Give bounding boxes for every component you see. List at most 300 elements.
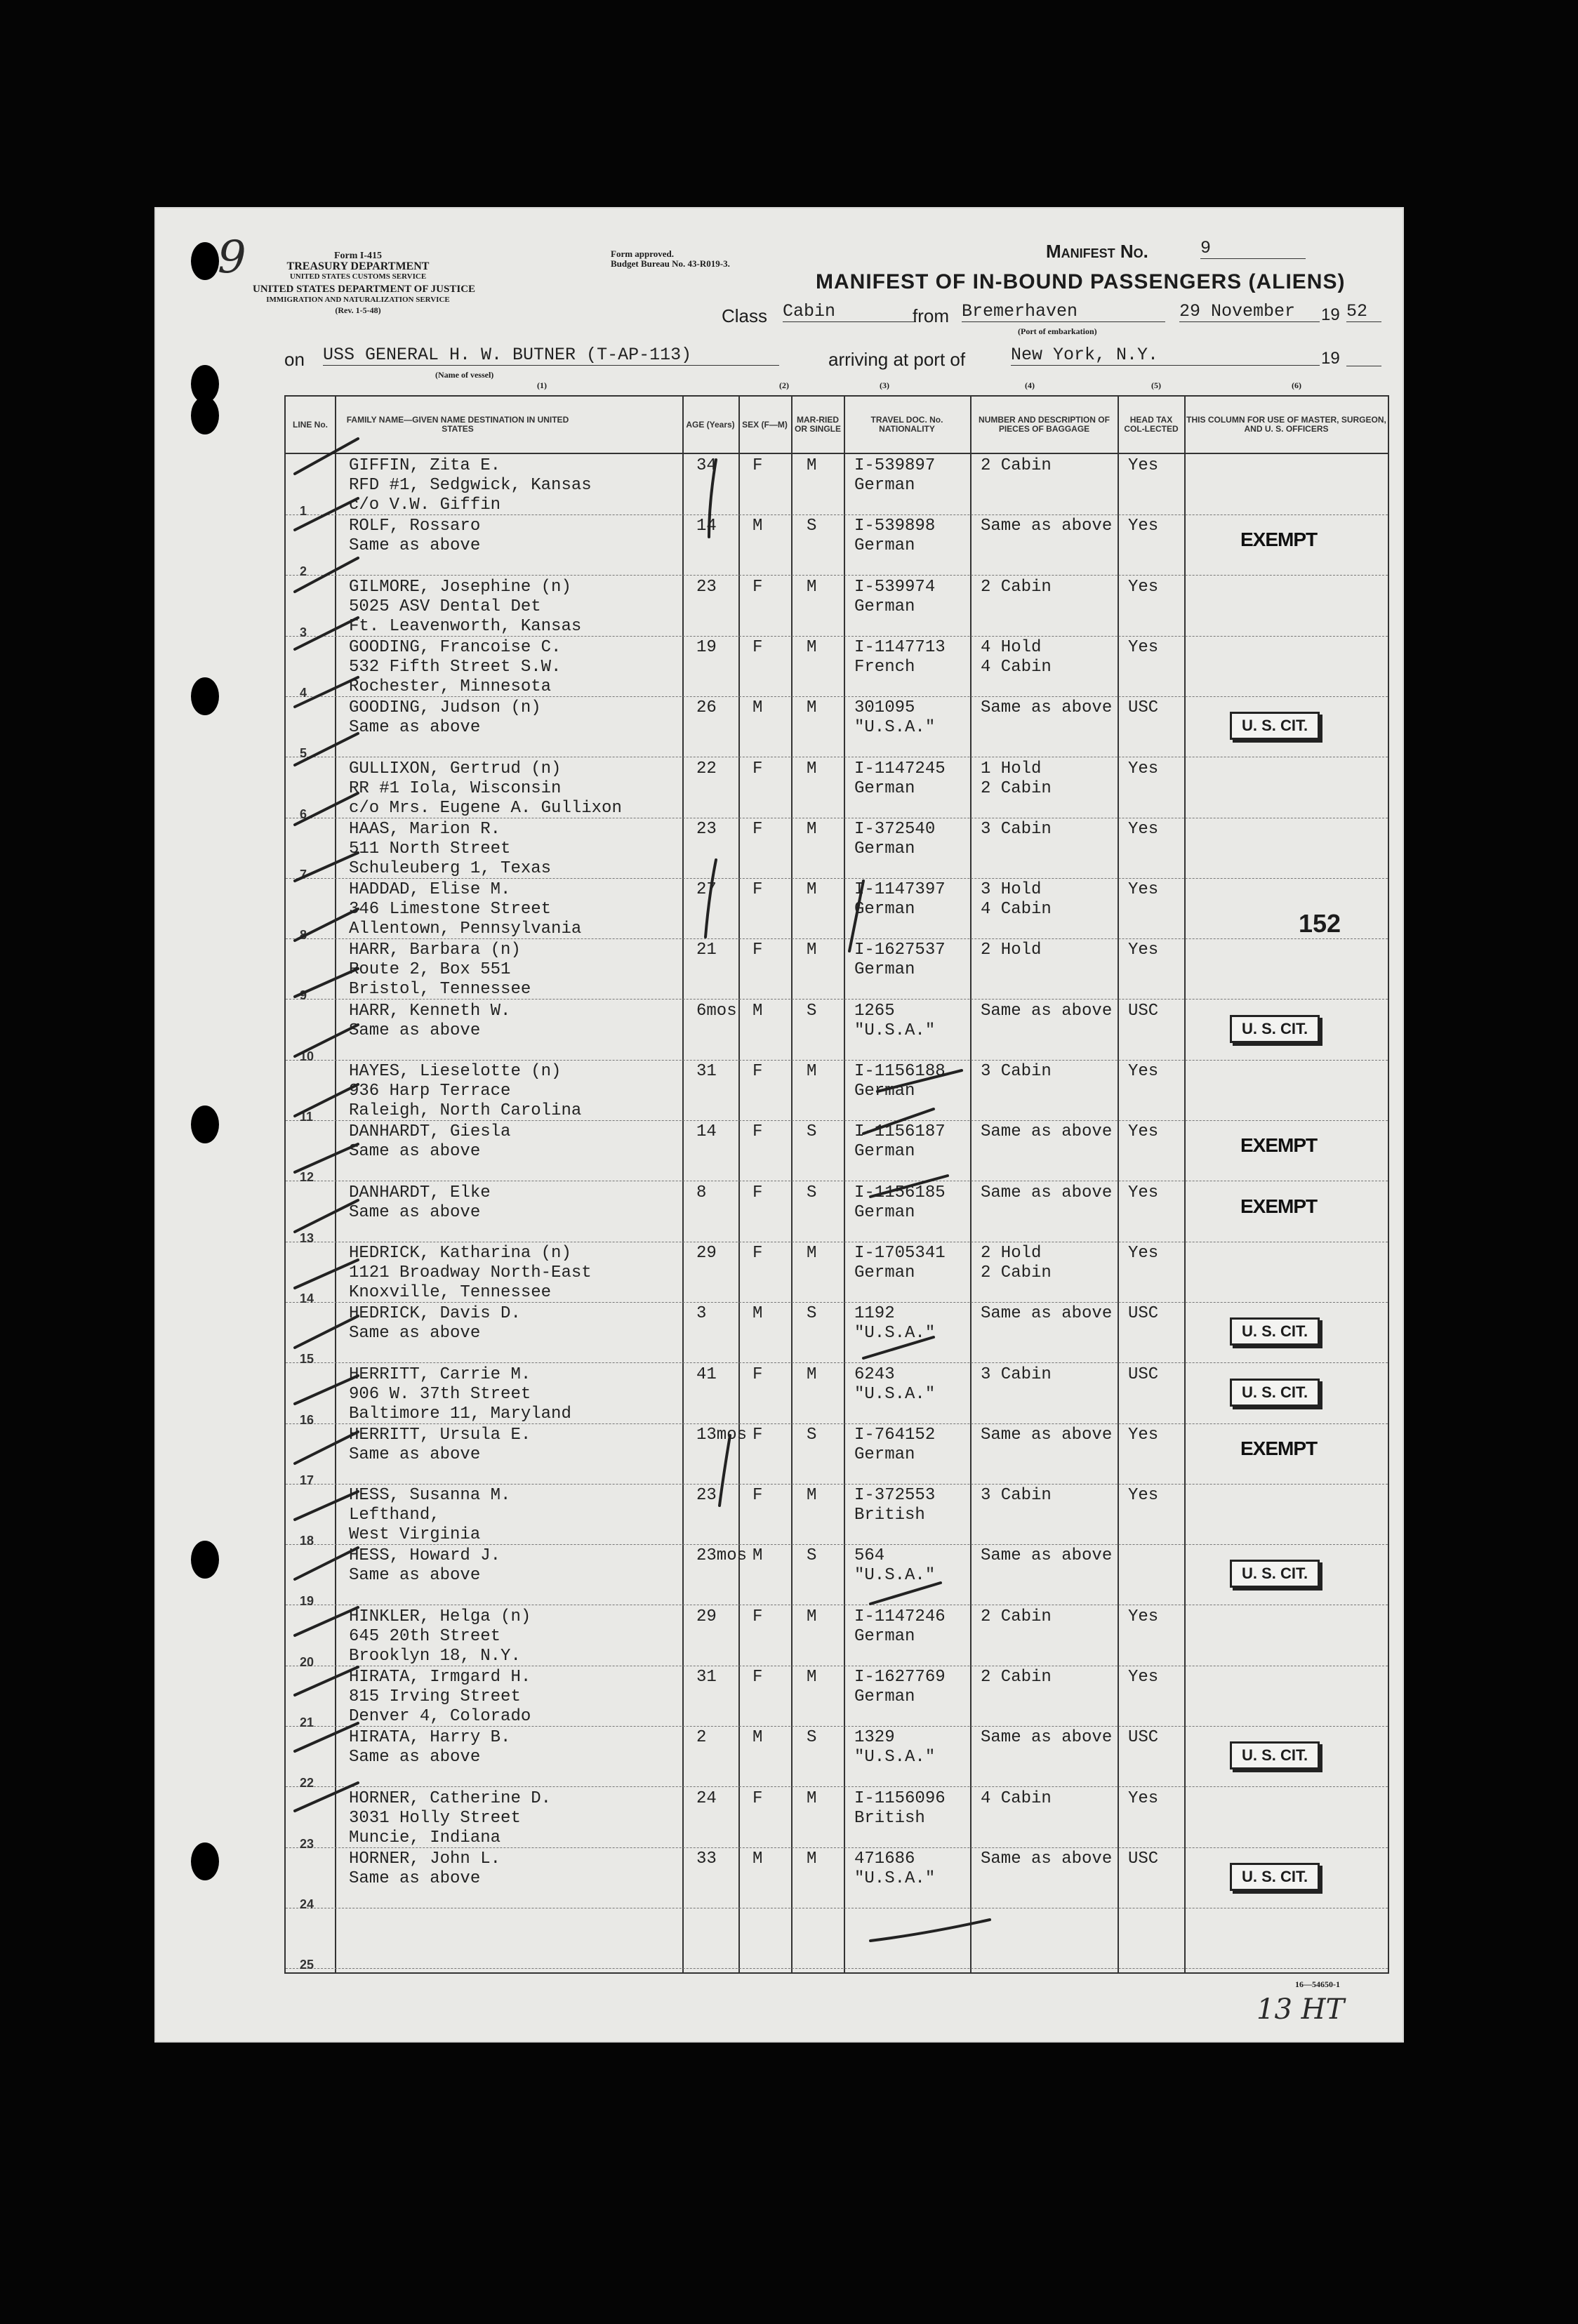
head-tax: Yes: [1128, 1062, 1159, 1081]
colnum-1: (1): [537, 380, 547, 390]
colnum-3: (3): [880, 380, 889, 390]
passenger-name: GILMORE, Josephine (n): [349, 577, 571, 597]
marital-status: M: [807, 880, 817, 900]
travel-doc-number: 1192: [854, 1304, 895, 1324]
marital-status: M: [807, 456, 817, 475]
manifest-title: MANIFEST OF IN-BOUND PASSENGERS (ALIENS): [816, 270, 1346, 293]
head-tax: USC: [1128, 1304, 1159, 1324]
head-tax: Yes: [1128, 637, 1159, 657]
age: 31: [696, 1062, 717, 1081]
baggage: Same as above: [981, 1001, 1113, 1021]
head-tax: Yes: [1128, 819, 1159, 839]
age: 2: [696, 1728, 707, 1748]
destination-line: 5025 ASV Dental Det: [349, 597, 541, 616]
destination-line: 815 Irving Street: [349, 1687, 521, 1706]
travel-doc-number: I-1156188: [854, 1062, 946, 1081]
baggage: Same as above: [981, 1849, 1113, 1868]
sex: F: [752, 1183, 763, 1202]
destination-line: Same as above: [349, 536, 481, 556]
exempt-stamp: EXEMPT: [1240, 1437, 1318, 1459]
marital-status: M: [807, 1668, 817, 1687]
line-number: 24: [300, 1897, 314, 1911]
head-tax: USC: [1128, 1728, 1159, 1748]
nationality: German: [854, 1687, 915, 1706]
passenger-name: HIRATA, Irmgard H.: [349, 1668, 531, 1687]
passenger-name: HORNER, John L.: [349, 1849, 501, 1868]
on-label: on: [284, 349, 305, 370]
embarkation-port: Bremerhaven: [962, 301, 1165, 322]
destination-line: Same as above: [349, 1868, 481, 1888]
class-label: Class: [722, 305, 768, 326]
sex: F: [752, 1425, 763, 1445]
line-number: 21: [300, 1715, 314, 1729]
destination-line-2: Schuleuberg 1, Texas: [349, 858, 552, 878]
marital-status: M: [807, 1364, 817, 1384]
passenger-name: HAAS, Marion R.: [349, 819, 501, 839]
passenger-name: HIRATA, Harry B.: [349, 1728, 511, 1748]
marital-status: S: [807, 1425, 817, 1445]
us-citizen-stamp: U. S. CIT.: [1230, 1863, 1320, 1891]
colnum-4: (4): [1025, 380, 1035, 390]
sex: M: [752, 1546, 763, 1566]
nationality: "U.S.A.": [854, 1868, 936, 1888]
marital-status: M: [807, 819, 817, 839]
travel-doc-number: I-539974: [854, 577, 936, 597]
marital-status: S: [807, 1183, 817, 1202]
arrival-year-prefix: 19: [1321, 349, 1340, 368]
age: 14: [696, 517, 717, 536]
age: 24: [696, 1788, 717, 1808]
head-tax: Yes: [1128, 1668, 1159, 1687]
col-header-name: FAMILY NAME—GIVEN NAME DESTINATION IN UNITED STATES: [346, 415, 569, 434]
nationality: German: [854, 778, 915, 798]
head-tax: Yes: [1128, 577, 1159, 597]
marital-status: S: [807, 1728, 817, 1748]
budget-text: Budget Bureau No. 43-R019-3.: [611, 258, 730, 269]
sex: M: [752, 517, 763, 536]
baggage: Same as above: [981, 1425, 1113, 1445]
destination-line: 532 Fifth Street S.W.: [349, 657, 562, 677]
baggage: Same as above: [981, 517, 1113, 536]
nationality: "U.S.A.": [854, 1021, 936, 1040]
age: 29: [696, 1607, 717, 1626]
destination-line-2: Muncie, Indiana: [349, 1828, 501, 1847]
destination-line: Same as above: [349, 718, 481, 738]
footer-handwriting: 13 HT: [1257, 1993, 1345, 2026]
destination-line: 936 Harp Terrace: [349, 1082, 511, 1101]
passenger-name: HERRITT, Carrie M.: [349, 1364, 531, 1384]
colnum-2: (2): [779, 380, 789, 390]
destination-line: Lefthand,: [349, 1506, 440, 1525]
head-tax: Yes: [1128, 1243, 1159, 1263]
head-tax: Yes: [1128, 456, 1159, 475]
travel-doc-number: 1265: [854, 1001, 895, 1021]
passenger-name: HERRITT, Ursula E.: [349, 1425, 531, 1445]
baggage: 2 Cabin: [981, 1668, 1052, 1687]
nationality: German: [854, 1445, 915, 1464]
col-header-married: MAR-RIED OR SINGLE: [794, 415, 841, 434]
destination-line: 906 W. 37th Street: [349, 1384, 531, 1404]
sex: F: [752, 759, 763, 778]
sex: F: [752, 1122, 763, 1142]
baggage: 3 Cabin: [981, 1062, 1052, 1081]
destination-line: Same as above: [349, 1021, 481, 1040]
arrival-date: 29 November: [1179, 301, 1320, 322]
baggage: Same as above: [981, 1546, 1113, 1566]
travel-doc-number: I-764152: [854, 1425, 936, 1445]
count-stamp: 152: [1299, 909, 1341, 938]
passenger-name: GOODING, Judson (n): [349, 698, 541, 718]
arrival-port: New York, N.Y.: [1011, 345, 1320, 366]
travel-doc-number: I-1147246: [854, 1607, 946, 1626]
col-header-tax: HEAD TAX COL-LECTED: [1124, 415, 1179, 434]
passenger-name: HARR, Barbara (n): [349, 941, 521, 960]
nationality: "U.S.A.": [854, 718, 936, 738]
sex: F: [752, 1364, 763, 1384]
passenger-name: HORNER, Catherine D.: [349, 1788, 552, 1808]
age: 23: [696, 1486, 717, 1506]
destination-line: Same as above: [349, 1445, 481, 1464]
travel-doc-number: I-1147397: [854, 880, 946, 900]
baggage: Same as above: [981, 698, 1113, 718]
exempt-stamp: EXEMPT: [1240, 1195, 1318, 1217]
nationality: German: [854, 536, 915, 556]
baggage: 4 Hold: [981, 637, 1042, 657]
baggage: 2 Cabin: [981, 577, 1052, 597]
destination-line: Same as above: [349, 1142, 481, 1162]
baggage: 2 Cabin: [981, 456, 1052, 475]
travel-doc-number: 301095: [854, 698, 915, 718]
head-tax: USC: [1128, 1849, 1159, 1868]
us-citizen-stamp: U. S. CIT.: [1230, 1379, 1320, 1407]
col-header-baggage: NUMBER AND DESCRIPTION OF PIECES OF BAGGAGE: [979, 415, 1110, 434]
destination-line: Same as above: [349, 1202, 481, 1222]
marital-status: M: [807, 1243, 817, 1263]
sex: F: [752, 880, 763, 900]
travel-doc-number: I-1627769: [854, 1668, 946, 1687]
arriving-label: arriving at port of: [828, 349, 966, 370]
margin-note: 9: [218, 232, 246, 284]
head-tax: Yes: [1128, 1486, 1159, 1506]
age: 31: [696, 1668, 717, 1687]
nationality: German: [854, 839, 915, 858]
travel-doc-number: I-1627537: [854, 941, 946, 960]
destination-line-2: c/o Mrs. Eugene A. Gullixon: [349, 798, 622, 818]
marital-status: M: [807, 577, 817, 597]
manifest-number: 9: [1200, 238, 1306, 259]
manifest-label: Manifest No.: [1046, 241, 1148, 262]
travel-doc-number: I-372553: [854, 1486, 936, 1506]
travel-doc-number: I-1147245: [854, 759, 946, 778]
line-number: 25: [300, 1958, 314, 1972]
col-header-officers: THIS COLUMN FOR USE OF MASTER, SURGEON, AND U. S. OFFICERS: [1186, 415, 1386, 434]
head-tax: Yes: [1128, 1425, 1159, 1445]
marital-status: M: [807, 941, 817, 960]
nationality: German: [854, 476, 915, 495]
approval-text: Form approved.: [611, 248, 675, 259]
nationality: German: [854, 1082, 915, 1101]
travel-doc-number: I-1156187: [854, 1122, 946, 1142]
sex: M: [752, 698, 763, 718]
baggage-2: 2 Cabin: [981, 778, 1052, 798]
travel-doc-number: I-1156185: [854, 1183, 946, 1202]
colnum-5: (5): [1151, 380, 1161, 390]
travel-doc-number: I-372540: [854, 819, 936, 839]
treasury-dept: TREASURY DEPARTMENT: [286, 260, 430, 272]
nationality: "U.S.A.": [854, 1324, 936, 1343]
destination-line-2: Allentown, Pennsylvania: [349, 919, 582, 939]
passenger-name: DANHARDT, Elke: [349, 1183, 491, 1202]
baggage-2: 4 Cabin: [981, 657, 1052, 677]
sex: F: [752, 456, 763, 475]
line-number: 11: [300, 1110, 314, 1124]
destination-line: 511 North Street: [349, 839, 511, 858]
destination-line-2: Ft. Leavenworth, Kansas: [349, 616, 582, 636]
nationality: British: [854, 1808, 925, 1828]
line-number: 23: [300, 1836, 314, 1851]
destination-line-2: Brooklyn 18, N.Y.: [349, 1646, 521, 1666]
us-citizen-stamp: U. S. CIT.: [1230, 1317, 1320, 1346]
nationality: French: [854, 657, 915, 677]
us-citizen-stamp: U. S. CIT.: [1230, 1015, 1320, 1043]
line-number: 15: [300, 1352, 314, 1367]
baggage: 3 Cabin: [981, 1486, 1052, 1506]
sex: F: [752, 1668, 763, 1687]
age: 21: [696, 941, 717, 960]
col-header-sex: SEX (F—M): [742, 419, 788, 430]
travel-doc-number: 1329: [854, 1728, 895, 1748]
age: 23mos: [696, 1546, 748, 1566]
baggage: Same as above: [981, 1183, 1113, 1202]
passenger-name: ROLF, Rossaro: [349, 517, 481, 536]
us-citizen-stamp: U. S. CIT.: [1230, 712, 1320, 740]
age: 13mos: [696, 1425, 748, 1445]
nationality: "U.S.A.": [854, 1566, 936, 1586]
destination-line: Route 2, Box 551: [349, 960, 511, 980]
age: 27: [696, 880, 717, 900]
justice-dept: UNITED STATES DEPARTMENT OF JUSTICE: [253, 284, 476, 295]
line-number: 19: [300, 1594, 314, 1609]
destination-line-2: Bristol, Tennessee: [349, 980, 531, 1000]
nationality: German: [854, 960, 915, 980]
destination-line-2: Denver 4, Colorado: [349, 1707, 531, 1726]
marital-status: M: [807, 1849, 817, 1868]
col-header-travel: TRAVEL DOC. No. NATIONALITY: [870, 415, 943, 434]
line-number: 18: [300, 1534, 314, 1548]
line-number: 10: [300, 1049, 314, 1063]
manifest-page: [154, 207, 1404, 2043]
destination-line: 3031 Holly Street: [349, 1808, 521, 1828]
destination-line-2: Raleigh, North Carolina: [349, 1101, 582, 1120]
revision: (Rev. 1-5-48): [335, 305, 381, 315]
age: 19: [696, 637, 717, 657]
baggage-2: 4 Cabin: [981, 900, 1052, 919]
sex: F: [752, 819, 763, 839]
passenger-name: HINKLER, Helga (n): [349, 1607, 531, 1626]
customs-service: UNITED STATES CUSTOMS SERVICE: [289, 272, 427, 281]
passenger-name: DANHARDT, Giesla: [349, 1122, 511, 1142]
marital-status: M: [807, 637, 817, 657]
sex: F: [752, 577, 763, 597]
vessel-note: (Name of vessel): [435, 370, 494, 380]
head-tax: Yes: [1128, 517, 1159, 536]
baggage: 2 Cabin: [981, 1607, 1052, 1626]
baggage-2: 2 Cabin: [981, 1263, 1052, 1282]
destination-line: Same as above: [349, 1566, 481, 1586]
handwritten-checkmarks: [154, 207, 1404, 2043]
passenger-name: HESS, Howard J.: [349, 1546, 501, 1566]
baggage: 2 Hold: [981, 1243, 1042, 1263]
col-header-age: AGE (Years): [686, 419, 735, 430]
line-number: 9: [300, 988, 307, 1003]
passenger-name: HESS, Susanna M.: [349, 1486, 511, 1506]
colnum-6: (6): [1292, 380, 1301, 390]
travel-doc-number: I-539897: [854, 456, 936, 475]
destination-line-2: c/o V.W. Giffin: [349, 496, 501, 514]
line-number: 14: [300, 1291, 314, 1306]
age: 6mos: [696, 1001, 737, 1021]
baggage: Same as above: [981, 1304, 1113, 1324]
age: 23: [696, 819, 717, 839]
passenger-name: HADDAD, Elise M.: [349, 880, 511, 900]
us-citizen-stamp: U. S. CIT.: [1230, 1741, 1320, 1769]
marital-status: M: [807, 759, 817, 778]
nationality: "U.S.A.": [854, 1748, 936, 1767]
travel-doc-number: I-1156096: [854, 1788, 946, 1808]
head-tax: Yes: [1128, 1607, 1159, 1626]
year-value: 52: [1346, 301, 1381, 322]
sex: M: [752, 1849, 763, 1868]
destination-line-2: West Virginia: [349, 1525, 481, 1545]
exempt-stamp: EXEMPT: [1240, 529, 1318, 551]
sex: F: [752, 1607, 763, 1626]
year-prefix: 19: [1321, 305, 1340, 324]
head-tax: Yes: [1128, 880, 1159, 900]
head-tax: Yes: [1128, 941, 1159, 960]
marital-status: M: [807, 1788, 817, 1808]
baggage: 3 Cabin: [981, 819, 1052, 839]
nationality: "U.S.A.": [854, 1384, 936, 1404]
age: 33: [696, 1849, 717, 1868]
age: 29: [696, 1243, 717, 1263]
travel-doc-number: I-1147713: [854, 637, 946, 657]
marital-status: M: [807, 1486, 817, 1506]
from-label: from: [913, 305, 949, 326]
footer-code: 16—54650-1: [1295, 1979, 1340, 1989]
line-number: 2: [300, 564, 307, 579]
passenger-name: HEDRICK, Davis D.: [349, 1304, 521, 1324]
baggage: 1 Hold: [981, 759, 1042, 778]
line-number: 20: [300, 1654, 314, 1669]
baggage: 3 Cabin: [981, 1364, 1052, 1384]
ins-service: IMMIGRATION AND NATURALIZATION SERVICE: [266, 296, 450, 304]
age: 14: [696, 1122, 717, 1142]
vessel-name: USS GENERAL H. W. BUTNER (T-AP-113): [323, 345, 779, 366]
passenger-name: HAYES, Lieselotte (n): [349, 1062, 562, 1081]
sex: M: [752, 1728, 763, 1748]
port-note: (Port of embarkation): [1018, 326, 1097, 336]
travel-doc-number: 471686: [854, 1849, 915, 1868]
marital-status: S: [807, 517, 817, 536]
form-number: Form I-415: [333, 251, 383, 261]
nationality: German: [854, 900, 915, 919]
destination-line-2: Baltimore 11, Maryland: [349, 1404, 571, 1423]
marital-status: M: [807, 1062, 817, 1081]
passenger-name: HARR, Kenneth W.: [349, 1001, 511, 1021]
destination-line: 645 20th Street: [349, 1626, 501, 1646]
destination-line: RR #1 Iola, Wisconsin: [349, 778, 562, 798]
age: 41: [696, 1364, 717, 1384]
class-value: Cabin: [783, 301, 916, 322]
age: 34: [696, 456, 717, 475]
destination-line: Same as above: [349, 1324, 481, 1343]
line-number: 4: [300, 685, 307, 700]
age: 22: [696, 759, 717, 778]
passenger-name: GOODING, Francoise C.: [349, 637, 562, 657]
sex: F: [752, 1486, 763, 1506]
baggage: 2 Hold: [981, 941, 1042, 960]
nationality: British: [854, 1506, 925, 1525]
passenger-name: GULLIXON, Gertrud (n): [349, 759, 562, 778]
travel-doc-number: I-1705341: [854, 1243, 946, 1263]
line-number: 1: [300, 504, 307, 518]
marital-status: M: [807, 1607, 817, 1626]
travel-doc-number: I-539898: [854, 517, 936, 536]
destination-line-2: Knoxville, Tennessee: [349, 1282, 552, 1302]
destination-line: Same as above: [349, 1748, 481, 1767]
baggage: Same as above: [981, 1122, 1113, 1142]
marital-status: S: [807, 1304, 817, 1324]
travel-doc-number: 6243: [854, 1364, 895, 1384]
age: 26: [696, 698, 717, 718]
baggage: 3 Hold: [981, 880, 1042, 900]
line-number: 16: [300, 1412, 314, 1427]
line-number: 5: [300, 746, 307, 761]
age: 23: [696, 577, 717, 597]
nationality: German: [854, 1202, 915, 1222]
line-number: 13: [300, 1230, 314, 1245]
exempt-stamp: EXEMPT: [1240, 1134, 1318, 1157]
line-number: 3: [300, 625, 307, 639]
sex: F: [752, 1243, 763, 1263]
sex: M: [752, 1304, 763, 1324]
sex: F: [752, 1788, 763, 1808]
nationality: German: [854, 597, 915, 616]
head-tax: USC: [1128, 1001, 1159, 1021]
line-number: 6: [300, 806, 307, 821]
line-number: 8: [300, 928, 307, 943]
destination-line: RFD #1, Sedgwick, Kansas: [349, 476, 592, 495]
nationality: German: [854, 1263, 915, 1282]
nationality: German: [854, 1626, 915, 1646]
line-number: 12: [300, 1170, 314, 1185]
head-tax: Yes: [1128, 1788, 1159, 1808]
destination-line-2: Rochester, Minnesota: [349, 677, 552, 696]
head-tax: Yes: [1128, 1183, 1159, 1202]
head-tax: Yes: [1128, 1122, 1159, 1142]
passenger-name: GIFFIN, Zita E.: [349, 456, 501, 475]
sex: M: [752, 1001, 763, 1021]
marital-status: M: [807, 698, 817, 718]
baggage: Same as above: [981, 1728, 1113, 1748]
age: 8: [696, 1183, 707, 1202]
line-number: 22: [300, 1776, 314, 1791]
destination-line: 1121 Broadway North-East: [349, 1263, 592, 1282]
age: 3: [696, 1304, 707, 1324]
marital-status: S: [807, 1122, 817, 1142]
marital-status: S: [807, 1001, 817, 1021]
marital-status: S: [807, 1546, 817, 1566]
